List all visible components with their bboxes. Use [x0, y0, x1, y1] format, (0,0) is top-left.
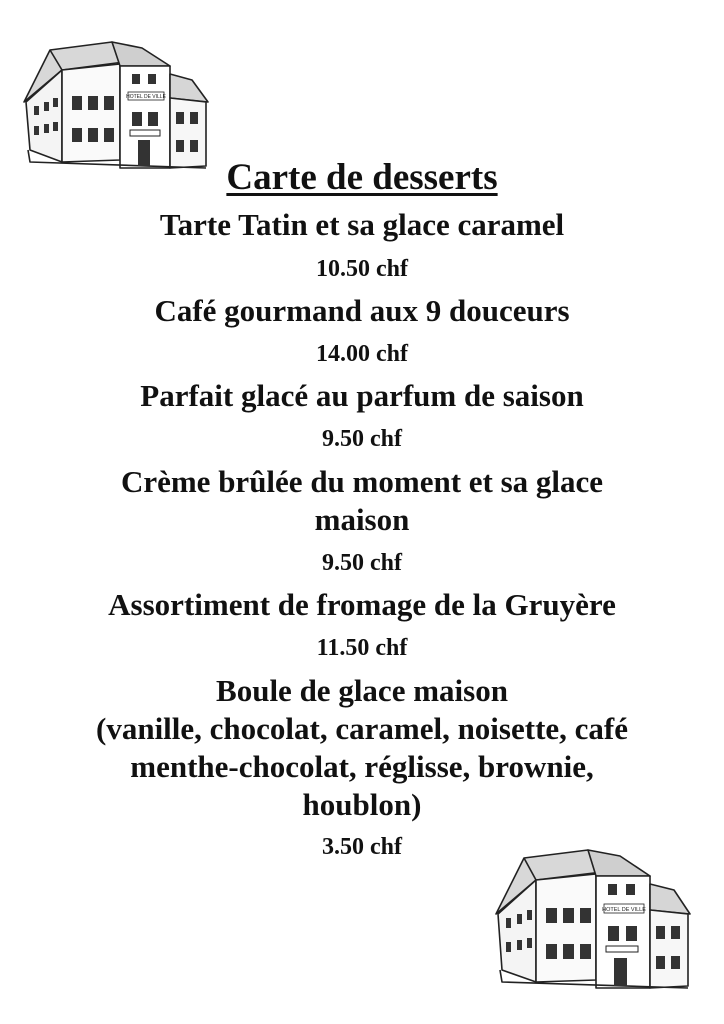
item-name-4-line-2: maison	[314, 502, 410, 537]
menu-title: Carte de desserts	[226, 157, 498, 198]
item-price-6: 3.50 chf	[322, 834, 402, 860]
item-price-4: 9.50 chf	[322, 550, 402, 576]
item-name-1: Tarte Tatin et sa glace caramel	[159, 207, 565, 242]
item-name-6-line-4: houblon)	[302, 787, 422, 822]
item-name-2: Café gourmand aux 9 douceurs	[154, 293, 570, 328]
svg-text:HOTEL DE VILLE: HOTEL DE VILLE	[602, 907, 646, 913]
item-name-6-line-1: Boule de glace maison	[216, 673, 508, 708]
item-price-5: 11.50 chf	[316, 635, 408, 661]
item-price-1: 10.50 chf	[316, 256, 408, 282]
item-name-4-line-1: Crème brûlée du moment et sa glace	[120, 464, 604, 499]
town-hall-building-icon	[492, 848, 692, 998]
item-name-5: Assortiment de fromage de la Gruyère	[108, 587, 616, 622]
item-name-4	[40, 463, 684, 539]
item-name-6	[40, 672, 684, 824]
item-price-2: 14.00 chf	[316, 341, 408, 367]
item-name-6-line-2: (vanille, chocolat, caramel, noisette, café	[96, 711, 628, 746]
svg-text:HOTEL DE VILLE: HOTEL DE VILLE	[126, 94, 166, 100]
item-price-3: 9.50 chf	[322, 426, 402, 452]
item-name-3: Parfait glacé au parfum de saison	[140, 378, 584, 413]
item-name-6-line-3: menthe-chocolat, réglisse, brownie,	[130, 749, 594, 784]
